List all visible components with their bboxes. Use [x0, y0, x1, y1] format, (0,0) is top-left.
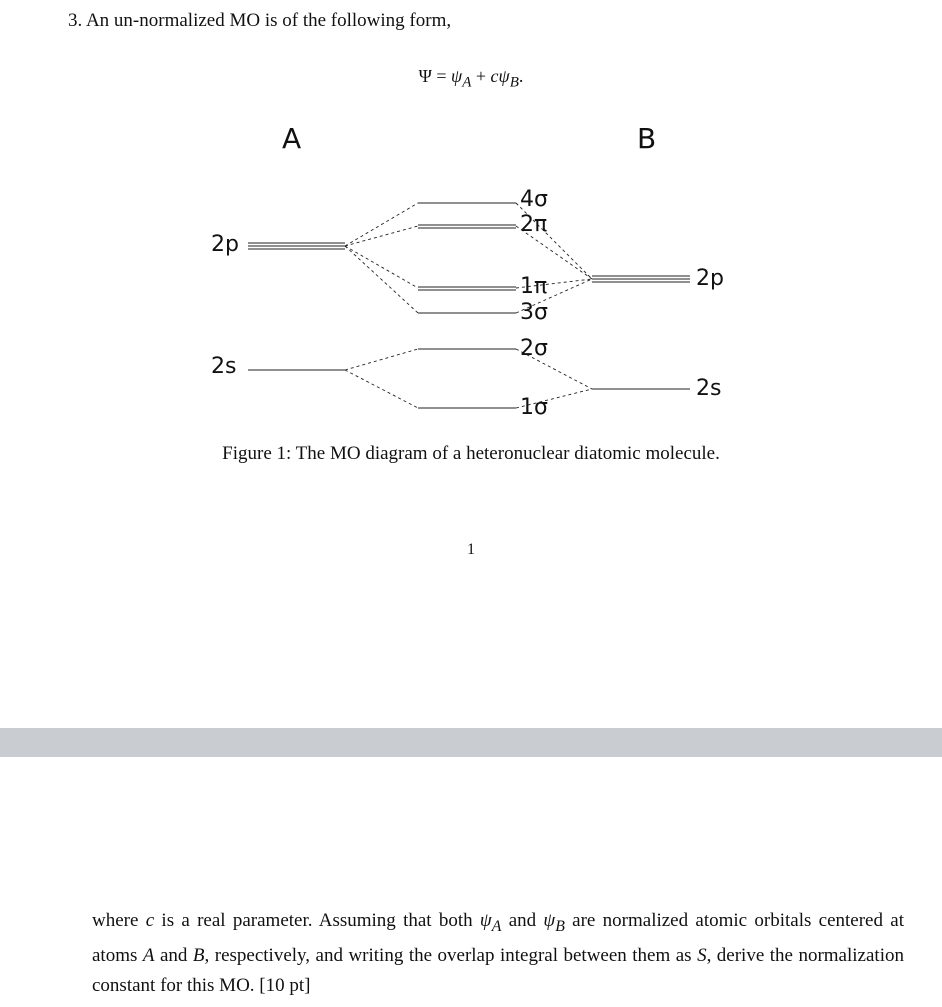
- mo-diagram: [0, 0, 942, 440]
- ao-b-2p-label: 2p: [696, 266, 724, 291]
- page-divider: [0, 728, 942, 757]
- mo-2sigma-label: 2σ: [520, 336, 548, 361]
- question-heading: 3. An un-normalized MO is of the following form,: [68, 10, 452, 31]
- mo-2pi-line: [418, 225, 516, 228]
- atom-b-label: B: [637, 122, 657, 155]
- ao-a-2p-label: 2p: [211, 232, 239, 257]
- ao-a-2s-label: 2s: [211, 354, 237, 379]
- atom-a-label: A: [282, 122, 302, 155]
- figure-caption: Figure 1: The MO diagram of a heteronuclear diatomic molecule.: [222, 443, 720, 464]
- ao-b-2s-label: 2s: [696, 376, 722, 401]
- ao-a-2p-line: [248, 243, 345, 249]
- correlation-lines-a: [345, 203, 418, 408]
- question-paragraph: where c is a real parameter. Assuming that both $\psi_A$ and $\psi_B$ are normalized atomic orbitals centered at atoms A and B, respectively, and writing the overlap integral between them as S, derive the normalization constant for this MO. [10 pt]: [92, 910, 904, 996]
- mo-1pi-line: [418, 287, 516, 290]
- psi-symbol: Ψ: [418, 66, 432, 86]
- mo-4sigma-label: 4σ: [520, 187, 548, 212]
- mo-1pi-label: 1π: [520, 274, 548, 299]
- mo-3sigma-label: 3σ: [520, 300, 548, 325]
- ao-b-2p-line: [592, 276, 690, 282]
- mo-2pi-label: 2π: [520, 212, 548, 237]
- mo-1sigma-label: 1σ: [520, 395, 548, 420]
- page-number: 1: [467, 541, 475, 558]
- mo-equation: $\Psi = \psi_A + c\psi_B$.: [418, 66, 524, 91]
